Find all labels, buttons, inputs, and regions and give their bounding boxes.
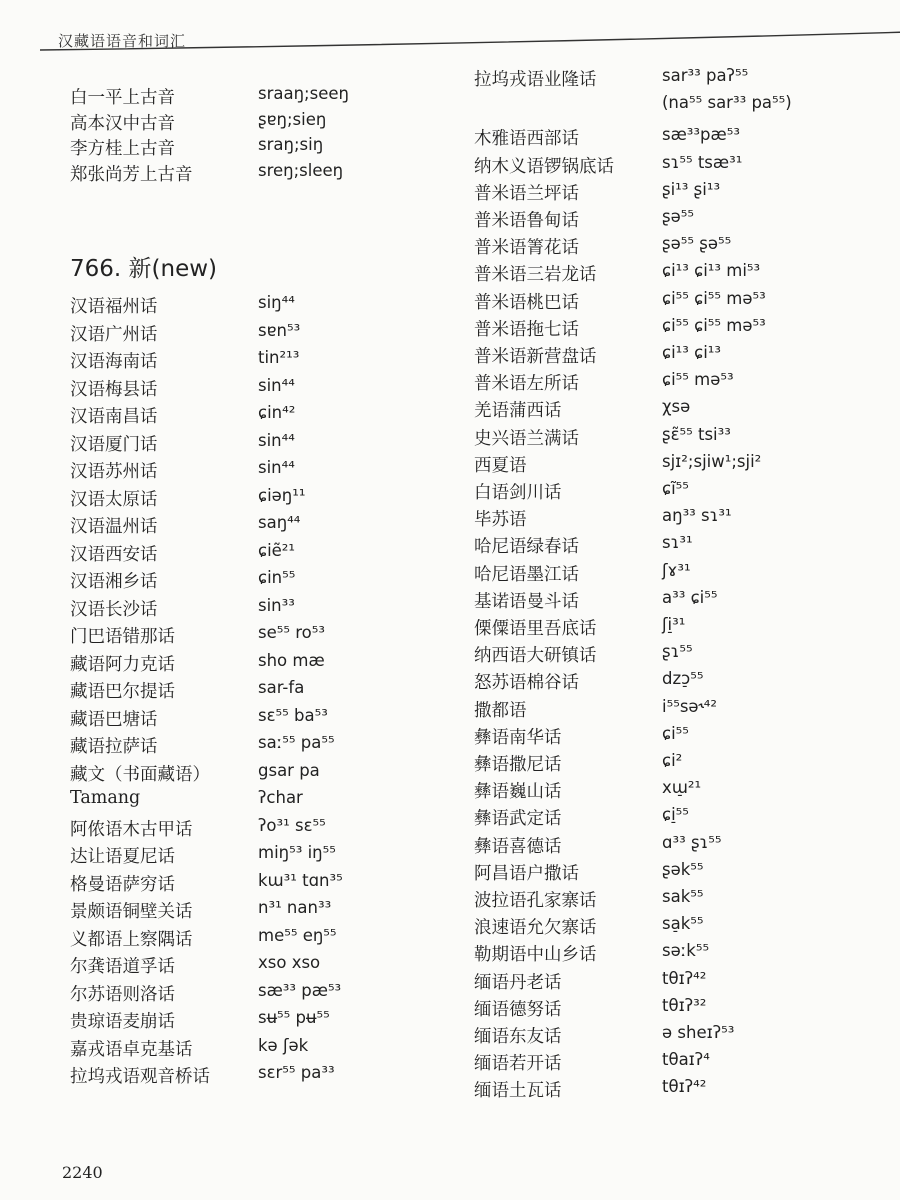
dialect-name: 西夏语: [474, 455, 527, 476]
word-form: sar³³ paʔ⁵⁵: [662, 66, 749, 85]
dialect-name: 基诺语曼斗话: [474, 591, 579, 612]
word-form: ɕi⁵⁵ ɕi⁵⁵ mə⁵³: [662, 315, 766, 335]
word-form: sak⁵⁵: [662, 887, 704, 906]
dialect-name: 汉语厦门话: [70, 434, 158, 455]
word-form: ɑ³³ ʂɿ⁵⁵: [662, 832, 722, 852]
header-rule: [40, 30, 900, 58]
word-form: sæ³³pæ⁵³: [662, 125, 740, 145]
dialect-name: 阿昌语户撒话: [474, 863, 579, 884]
dialect-name: 达让语夏尼话: [70, 847, 175, 867]
dialect-name: 藏文（书面藏语）: [70, 764, 210, 785]
word-form: kɯ³¹ tɑn³⁵: [258, 870, 343, 890]
dialect-name: 贵琼语麦崩话: [70, 1012, 175, 1032]
dialect-name: 景颇语铜壁关话: [70, 902, 193, 922]
word-form: sin⁴⁴: [258, 430, 295, 450]
word-form: ʔo³¹ sɛ⁵⁵: [258, 815, 326, 835]
word-form: dzɔ̠⁵⁵: [662, 669, 704, 689]
dialect-name: 藏语巴塘话: [70, 709, 158, 730]
dialect-name: 门巴语错那话: [70, 627, 175, 647]
word-form: ʃɤ³¹: [662, 560, 691, 580]
word-form: səːk⁵⁵: [662, 941, 710, 961]
word-form: ʂə⁵⁵ ʂə⁵⁵: [662, 234, 732, 254]
word-form: ʂə⁵⁵: [662, 207, 694, 226]
dialect-name: Tamang: [70, 788, 141, 808]
word-form: ɕin⁴²: [258, 403, 296, 422]
word-form: sraaŋ;seeŋ: [258, 84, 349, 103]
word-form: ɕi⁵⁵ mə⁵³: [662, 370, 734, 390]
word-form: ɕi⁵⁵ ɕi⁵⁵ mə⁵³: [662, 288, 766, 308]
word-form: i⁵⁵sə˞⁴²: [662, 696, 717, 716]
dialect-name: 阿侬语木古甲话: [70, 819, 193, 840]
word-form: me⁵⁵ eŋ⁵⁵: [258, 925, 337, 945]
dialect-name: 汉语福州话: [70, 297, 158, 317]
word-form: gsar pa: [258, 760, 320, 780]
dialect-name: 嘉戎语卓克基话: [70, 1039, 193, 1060]
word-form: sæ³³ pæ⁵³: [258, 980, 342, 1000]
dialect-name: 汉语太原话: [70, 489, 158, 510]
dialect-name: 普米语箐花话: [474, 238, 579, 259]
dialect-name: 缅语德努话: [474, 999, 562, 1020]
dialect-name: 缅语东友话: [474, 1027, 562, 1047]
dialect-name: 普米语新营盘话: [474, 347, 597, 367]
dialect-name: 怒苏语棉谷话: [474, 673, 579, 694]
word-form: saː⁵⁵ pa⁵⁵: [258, 733, 335, 752]
word-form: sin³³: [258, 595, 295, 615]
word-form: tin²¹³: [258, 348, 300, 367]
dialect-name: 缅语土瓦话: [474, 1081, 562, 1102]
dialect-name: 尔苏语则洛话: [70, 984, 175, 1005]
word-form: χsə: [662, 397, 691, 417]
dialect-name: 彝语南华话: [474, 727, 562, 748]
word-form: sin⁴⁴: [258, 375, 295, 395]
dialect-name: 哈尼语墨江话: [474, 564, 579, 585]
word-form: ʃi̠³¹: [662, 615, 686, 634]
word-form: sʉ⁵⁵ pʉ⁵⁵: [258, 1008, 330, 1027]
word-form: ɕiəŋ¹¹: [258, 485, 306, 505]
word-form: sin⁴⁴: [258, 458, 295, 477]
word-form: ʂi¹³ ʂi¹³: [662, 179, 721, 199]
running-head: 汉藏语语音和词汇: [58, 32, 187, 50]
dialect-name: 汉语湘乡话: [70, 572, 158, 592]
dialect-name: 普米语桃巴话: [474, 292, 579, 313]
dialect-name: 纳西语大研镇话: [474, 646, 597, 667]
word-form: ɕi̠⁵⁵: [662, 805, 689, 825]
word-form: a³³ ɕi⁵⁵: [662, 587, 718, 607]
dialect-name: 羌语蒲西话: [474, 401, 562, 422]
word-form: (na⁵⁵ sar³³ pa⁵⁵): [662, 93, 792, 113]
dialect-name: 义都语上察隅话: [70, 929, 193, 950]
word-form: ʂɛ̃⁵⁵ tsi³³: [662, 424, 731, 444]
word-form: sjɪ²;sjiw¹;sji²: [662, 451, 762, 471]
dialect-name: 普米语鲁甸话: [474, 211, 579, 231]
dialect-name: 汉语南昌话: [70, 407, 158, 427]
word-form: sɿ⁵⁵ tsæ³¹: [662, 152, 743, 172]
word-form: n³¹ nan³³: [258, 898, 332, 917]
word-form: xɯ̠²¹: [662, 778, 702, 798]
dialect-name: 普米语三岩龙话: [474, 265, 597, 286]
dialect-name: 普米语兰坪话: [474, 183, 579, 204]
dialect-name: 彝语武定话: [474, 809, 562, 830]
word-form: sɛ⁵⁵ ba⁵³: [258, 705, 328, 725]
dialect-name: 藏语阿力克话: [70, 654, 175, 675]
word-form: siŋ⁴⁴: [258, 293, 295, 312]
dialect-name: 普米语左所话: [474, 374, 579, 395]
word-form: sɐn⁵³: [258, 320, 301, 340]
dialect-name: 勒期语中山乡话: [474, 945, 597, 966]
word-form: sɿ³¹: [662, 533, 693, 553]
word-form: ɕĩ⁵⁵: [662, 479, 689, 498]
word-form: tθɪʔ⁴²: [662, 1077, 707, 1097]
word-form: ʔchar: [258, 788, 303, 807]
entry-heading: 766. 新(new): [70, 256, 218, 282]
dialect-name: 汉语海南话: [70, 352, 158, 372]
word-form: ɕi⁵⁵: [662, 723, 689, 743]
word-form: ʂək⁵⁵: [662, 859, 704, 879]
word-form: ɕin⁵⁵: [258, 568, 296, 587]
word-form: xso xso: [258, 953, 321, 972]
word-form: aŋ³³ sɿ³¹: [662, 506, 732, 526]
dialect-name: 汉语长沙话: [70, 599, 158, 620]
dialect-name: 史兴语兰满话: [474, 428, 579, 449]
word-form: ɕiẽ²¹: [258, 540, 296, 560]
dialect-name: 藏语拉萨话: [70, 737, 158, 757]
word-form: sɛr⁵⁵ pa³³: [258, 1063, 335, 1082]
dialect-name: 白一平上古音: [70, 88, 175, 108]
word-form: sar-fa: [258, 678, 305, 697]
dialect-name: 纳木义语锣锅底话: [474, 156, 614, 177]
dialect-name: 汉语温州话: [70, 517, 158, 537]
word-form: sho mæ: [258, 650, 325, 670]
dialect-name: 郑张尚芳上古音: [70, 164, 193, 185]
word-form: se⁵⁵ ro⁵³: [258, 623, 325, 642]
dialect-name: 撒都语: [474, 700, 527, 721]
dialect-name: 汉语梅县话: [70, 379, 158, 400]
word-form: miŋ⁵³ iŋ⁵⁵: [258, 843, 336, 862]
word-form: ɕi¹³ ɕi¹³: [662, 343, 722, 362]
word-form: sraŋ;siŋ: [258, 135, 324, 154]
dialect-name: 缅语若开话: [474, 1054, 562, 1075]
dialect-name: 哈尼语绿春话: [474, 537, 579, 558]
dialect-name: 汉语西安话: [70, 544, 158, 565]
dialect-name: 拉坞戎语观音桥话: [70, 1067, 210, 1087]
word-form: sreŋ;sleeŋ: [258, 160, 344, 180]
dialect-name: 藏语巴尔提话: [70, 682, 175, 702]
dialect-name: 尔龚语道孚话: [70, 957, 175, 977]
word-form: ɕi²: [662, 751, 683, 770]
word-form: tθaɪʔ⁴: [662, 1050, 710, 1070]
dialect-name: 汉语广州话: [70, 324, 158, 345]
dialect-name: 缅语丹老话: [474, 972, 562, 993]
dialect-name: 傈僳语里吾底话: [474, 619, 597, 639]
dialect-name: 格曼语萨穷话: [70, 874, 175, 895]
word-form: kə ʃək: [258, 1035, 309, 1055]
dialect-name: 普米语拖七话: [474, 319, 579, 340]
word-form: tθɪʔ⁴²: [662, 968, 707, 988]
word-form: tθɪʔ³²: [662, 995, 707, 1015]
dialect-name: 彝语撒尼话: [474, 755, 562, 775]
dialect-name: 高本汉中古音: [70, 113, 175, 134]
word-form: ə sheɪʔ⁵³: [662, 1023, 735, 1042]
dialect-name: 波拉语孔家寨话: [474, 891, 597, 911]
dialect-name: 拉坞戎语业隆话: [474, 70, 597, 90]
dialect-name: 李方桂上古音: [70, 139, 175, 159]
word-form: sa̠k⁵⁵: [662, 914, 704, 934]
dialect-name: 毕苏语: [474, 510, 527, 531]
word-form: ʂɐŋ;sieŋ: [258, 109, 327, 129]
dialect-name: 彝语喜德话: [474, 836, 562, 857]
page-number: 2240: [62, 1163, 103, 1182]
word-form: ʂɿ⁵⁵: [662, 642, 693, 662]
dialect-name: 木雅语西部话: [474, 129, 579, 150]
dialect-name: 汉语苏州话: [70, 462, 158, 482]
word-form: saŋ⁴⁴: [258, 513, 301, 532]
dialect-name: 彝语巍山话: [474, 782, 562, 803]
word-form: ɕi¹³ ɕi¹³ mi⁵³: [662, 261, 761, 281]
dialect-name: 白语剑川话: [474, 483, 562, 503]
dialect-name: 浪速语允欠寨话: [474, 918, 597, 939]
